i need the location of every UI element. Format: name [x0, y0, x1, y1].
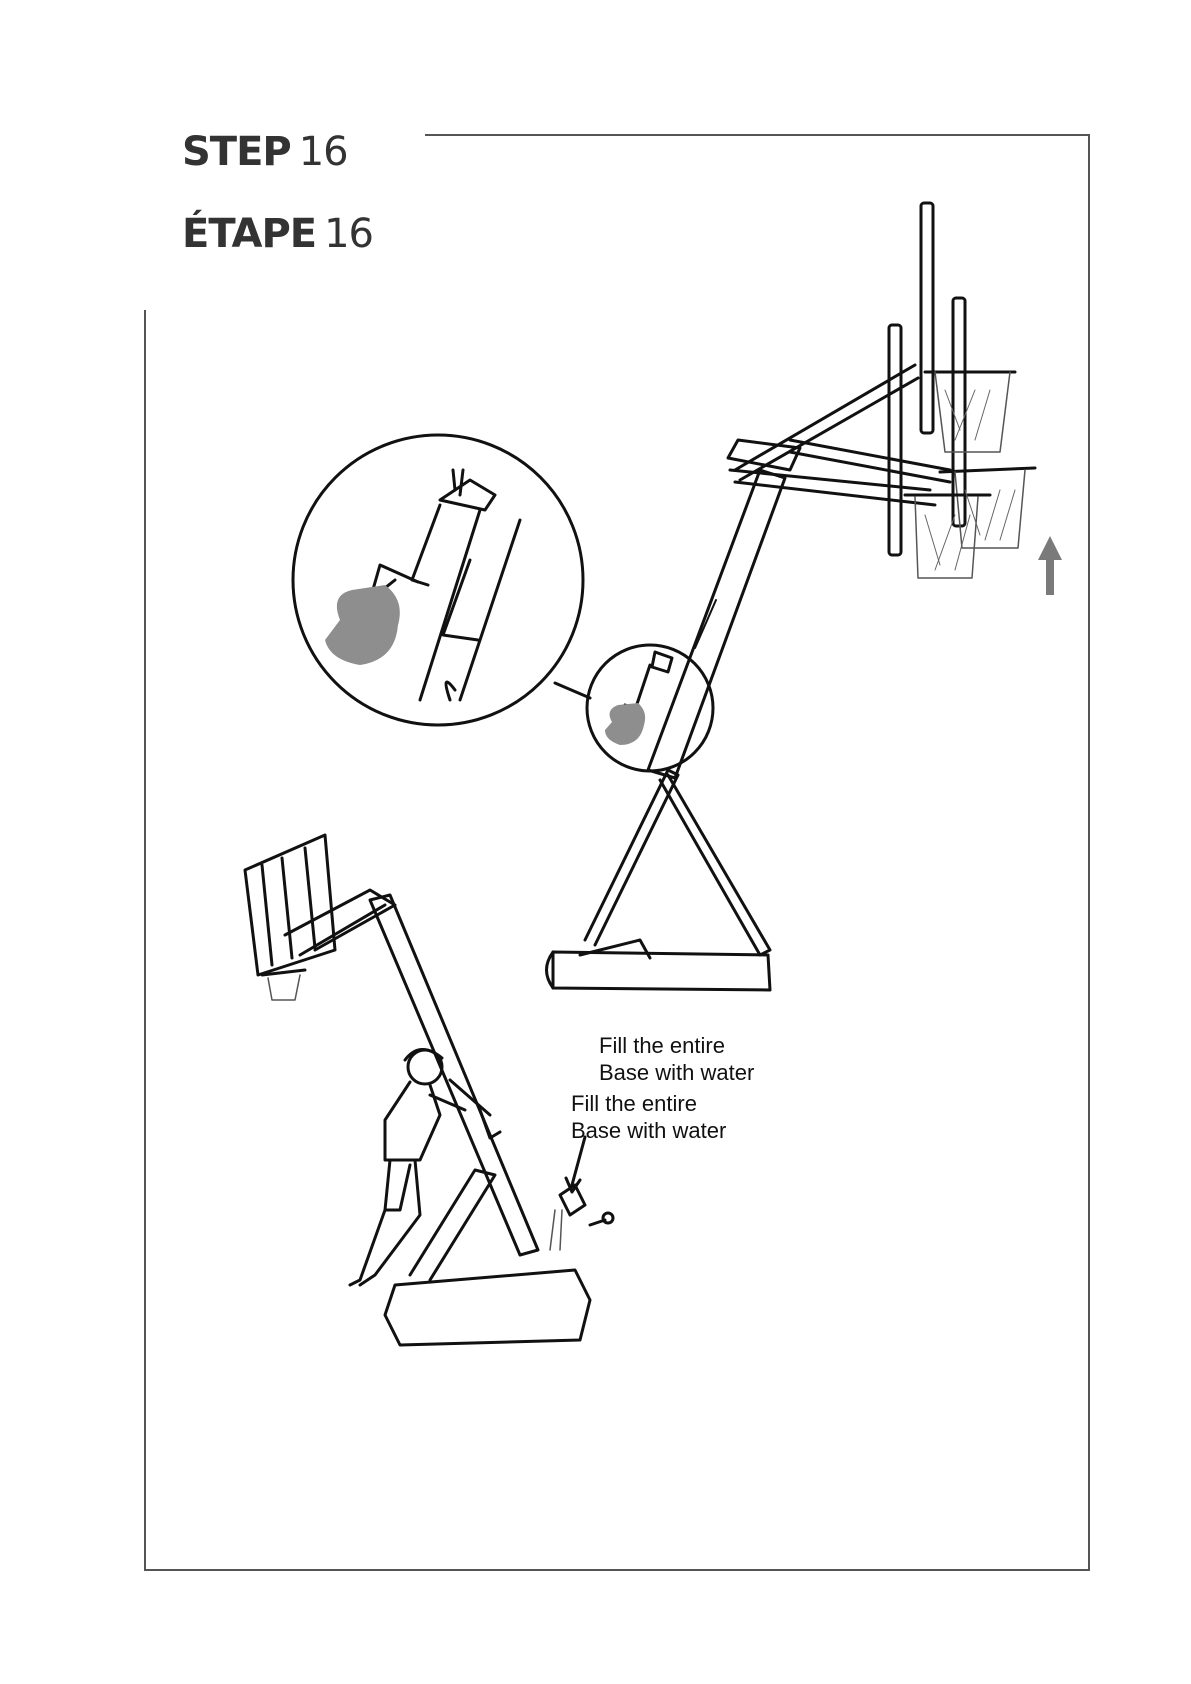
raised-pole [648, 470, 785, 778]
step-number-fr: 16 [324, 211, 374, 257]
raised-arm-lower [730, 470, 935, 505]
hand-icon [605, 703, 645, 745]
arrow-up-icon [1038, 536, 1062, 595]
raised-strut [585, 770, 678, 945]
step-word-fr: ÉTAPE [182, 211, 317, 257]
lowered-hoop [245, 835, 613, 1345]
backboard-bar-3 [953, 298, 965, 526]
backboard-bar-1 [921, 203, 933, 433]
raised-arm-upper [735, 365, 918, 480]
person-torso [385, 1082, 440, 1160]
raised-base [553, 952, 770, 990]
lowered-backboard [245, 835, 335, 975]
hand-icon [325, 585, 400, 665]
raised-hoop [547, 203, 1036, 990]
step-word-en: STEP [182, 129, 291, 175]
lowered-base [385, 1270, 590, 1345]
backboard-bar-2 [889, 325, 901, 555]
fill-base-note: Fill the entire Base with water [599, 1033, 755, 1085]
step-number-en: 16 [298, 129, 348, 175]
fill-base-note: Fill the entire Base with water [571, 1091, 727, 1143]
lowered-pole [370, 895, 538, 1255]
